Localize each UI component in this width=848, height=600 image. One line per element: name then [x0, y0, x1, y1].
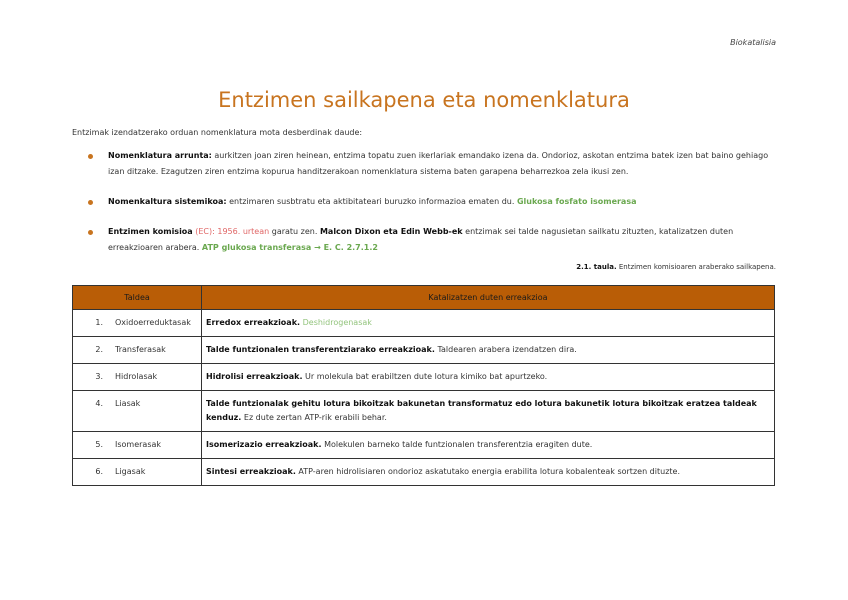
list-item-commission	[72, 224, 772, 256]
bullet-icon	[88, 154, 93, 159]
term-description: aurkitzen joan ziren heinean, entzima topatu zuen ikerlariak emandako izena da. Ondorioz, askotan entzima batek izen bat baino gehiago izan ditzake. Ezagutzen ziren entzima kopurua handitzerakoan nomenklatura sistema baten garapena beharrezkoa zela ikusi zen.	[108, 151, 769, 176]
row-reaction	[202, 337, 775, 364]
enzyme-classification-table	[72, 285, 775, 486]
reaction-title: Isomerizazio erreakzioak.	[206, 440, 322, 449]
row-group: Oxidoerreduktasak	[109, 310, 202, 337]
table-row	[73, 432, 775, 459]
term-authors: Malcon Dixon eta Edin Webb-ek	[319, 227, 463, 236]
reaction-text: Molekulen barneko talde funtzionalen transferentzia eragiten dute.	[321, 440, 593, 449]
row-number: 3.	[73, 364, 110, 391]
row-group: Ligasak	[109, 459, 202, 486]
table-row	[73, 364, 775, 391]
term-date: (EC): 1956. urtean	[192, 227, 270, 236]
reaction-title: Erredox erreakzioak.	[206, 318, 301, 327]
row-number: 6.	[73, 459, 110, 486]
term-description-2: entzimak sei talde nagusietan sailkatu zituzten, katalizatzen duten erreakzioaren arabera.	[108, 227, 734, 252]
reaction-text: Ur molekula bat erabiltzen dute lotura kimiko bat apurtzeko.	[302, 372, 548, 381]
header-reaction: Katalizatzen duten erreakzioa	[202, 286, 775, 310]
row-number: 2.	[73, 337, 110, 364]
term-description: garatu zen.	[269, 227, 320, 236]
list-item-common	[72, 148, 772, 180]
reaction-text: Ez dute zertan ATP-rik erabili behar.	[241, 413, 387, 422]
row-group: Transferasak	[109, 337, 202, 364]
row-group: Liasak	[109, 391, 202, 432]
list-item-systematic	[72, 194, 772, 210]
reaction-title: Talde funtzionalen transferentziarako erreakzioak.	[206, 345, 435, 354]
reaction-title: Hidrolisi erreakzioak.	[206, 372, 303, 381]
reaction-example: Deshidrogenasak	[302, 318, 372, 327]
bullet-icon	[88, 200, 93, 205]
running-header: Biokatalisia	[730, 38, 776, 47]
caption-label: 2.1. taula.	[576, 263, 617, 271]
term-label: Entzimen komisioa	[108, 227, 193, 236]
row-reaction	[202, 432, 775, 459]
nomenclature-list	[72, 148, 772, 270]
reaction-text: ATP-aren hidrolisiaren ondorioz askatutako energia erabilita lotura kobalenteak sortzen dituzte.	[295, 467, 680, 476]
header-group: Taldea	[73, 286, 202, 310]
table-caption	[576, 263, 776, 271]
reaction-title: Sintesi erreakzioak.	[206, 467, 296, 476]
term-description: entzimaren susbtratu eta aktibitateari buruzko informazioa ematen du.	[226, 197, 517, 206]
reaction-title: Talde funtzionalak gehitu lotura bikoitzak bakunetan transformatuz edo lotura bakunetik lotura bikoitzak eratzea taldeak kenduz.	[206, 399, 757, 422]
row-group: Hidrolasak	[109, 364, 202, 391]
table-row	[73, 310, 775, 337]
table-row	[73, 459, 775, 486]
term-label: Nomenkaltura sistemikoa:	[108, 197, 227, 206]
row-number: 4.	[73, 391, 110, 432]
intro-text: Entzimak izendatzerako orduan nomenklatura mota desberdinak daude:	[72, 128, 363, 137]
row-reaction	[202, 364, 775, 391]
table-row	[73, 391, 775, 432]
caption-text: Entzimen komisioaren araberako sailkapena.	[616, 263, 776, 271]
row-reaction	[202, 459, 775, 486]
row-number: 1.	[73, 310, 110, 337]
bullet-icon	[88, 230, 93, 235]
row-number: 5.	[73, 432, 110, 459]
page-title: Entzimen sailkapena eta nomenklatura	[218, 88, 630, 112]
term-example: ATP glukosa transferasa → E. C. 2.7.1.2	[201, 243, 378, 252]
table-row	[73, 337, 775, 364]
term-example: Glukosa fosfato isomerasa	[516, 197, 637, 206]
row-reaction	[202, 391, 775, 432]
row-reaction	[202, 310, 775, 337]
table-header-row	[73, 286, 775, 310]
reaction-text: Taldearen arabera izendatzen dira.	[434, 345, 577, 354]
row-group: Isomerasak	[109, 432, 202, 459]
term-label: Nomenklatura arrunta:	[108, 151, 212, 160]
